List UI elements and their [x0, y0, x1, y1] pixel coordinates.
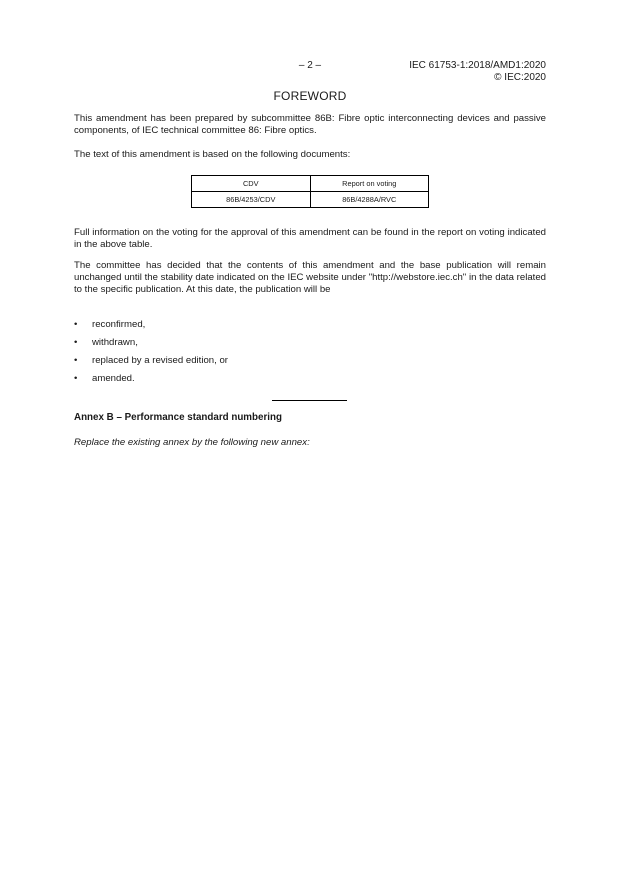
- page-number: – 2 –: [298, 60, 322, 71]
- documents-table: [191, 175, 429, 208]
- list-item-text: reconfirmed,: [92, 319, 146, 330]
- paragraph-prepared-by: This amendment has been prepared by subcommittee 86B: Fibre optic interconnecting devices and passive components, of IEC technical committee 86: Fibre optics.: [74, 113, 546, 136]
- paragraph-based-on: The text of this amendment is based on the following documents:: [74, 149, 351, 160]
- list-item: [74, 319, 228, 337]
- list-item: [74, 337, 228, 355]
- annex-instruction: Replace the existing annex by the following new annex:: [74, 437, 310, 448]
- table-header-cdv: CDV: [192, 176, 311, 192]
- bullet-icon: •: [74, 319, 78, 330]
- annex-heading: Annex B – Performance standard numbering: [74, 412, 282, 423]
- table-header-row: [192, 176, 429, 192]
- paragraph-voting-info: Full information on the voting for the approval of this amendment can be found in the report on voting indicated in the above table.: [74, 227, 546, 250]
- list-item: [74, 355, 228, 373]
- table-cell-rvc: 86B/4288A/RVC: [310, 192, 429, 208]
- section-title: FOREWORD: [273, 89, 347, 103]
- table-cell-cdv: 86B/4253/CDV: [192, 192, 311, 208]
- separator-rule: [272, 400, 347, 401]
- table-header-report-on-voting: Report on voting: [310, 176, 429, 192]
- paragraph-stability-date: The committee has decided that the contents of this amendment and the base publication will remain unchanged until the stability date indicated on the IEC website under "http://webstore.iec.ch" in the data related to the specific publication. At this date, the publication will be: [74, 260, 546, 295]
- list-item-text: replaced by a revised edition, or: [92, 355, 228, 366]
- bullet-icon: •: [74, 355, 78, 366]
- bullet-icon: •: [74, 373, 78, 384]
- list-item: [74, 373, 228, 391]
- table-row: [192, 192, 429, 208]
- outcome-list: [74, 319, 228, 391]
- list-item-text: amended.: [92, 373, 135, 384]
- document-reference: [409, 60, 546, 84]
- document-id: IEC 61753-1:2018/AMD1:2020: [409, 60, 546, 71]
- list-item-text: withdrawn,: [92, 337, 138, 348]
- copyright-notice: © IEC:2020: [494, 72, 546, 83]
- bullet-icon: •: [74, 337, 78, 348]
